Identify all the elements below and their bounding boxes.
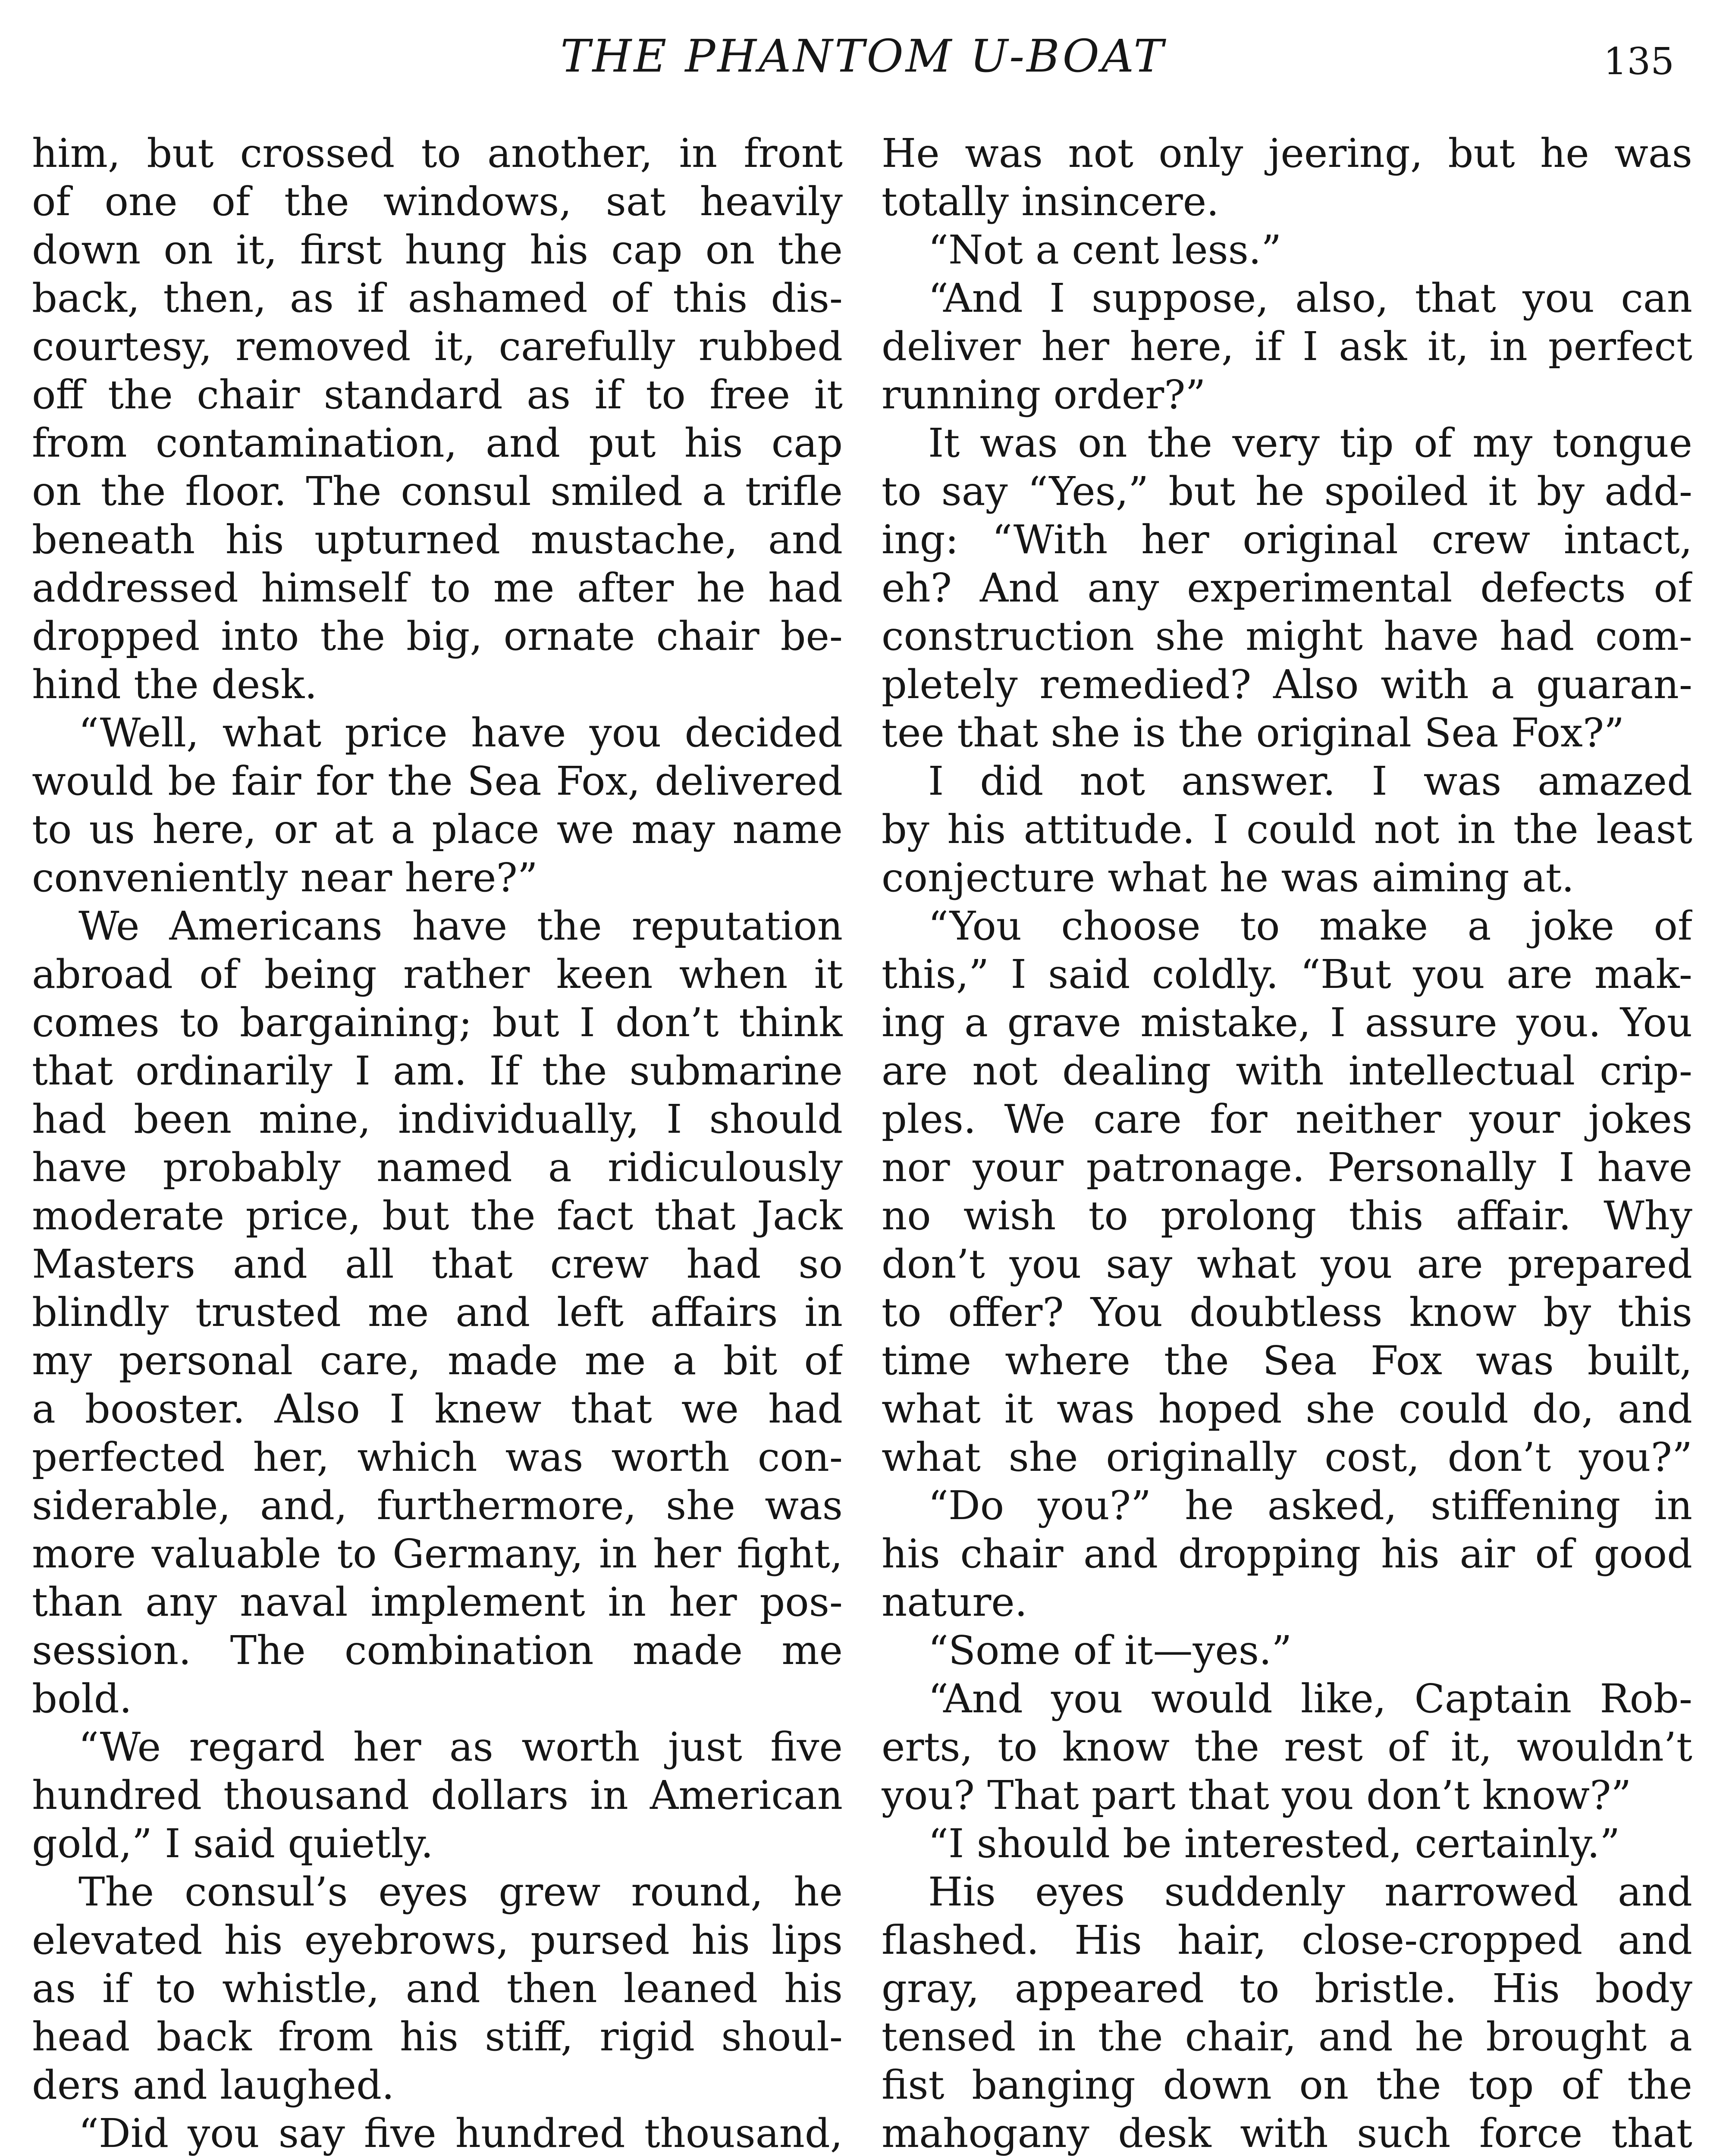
text-line: hundred thousand dollars in American bbox=[32, 1772, 843, 1818]
text-line: to us here, or at a place we may name bbox=[32, 806, 843, 852]
text-line: His eyes suddenly narrowed and bbox=[928, 1869, 1692, 1915]
right-column bbox=[882, 129, 1692, 2156]
text-line: eh? And any experimental defects of bbox=[882, 565, 1692, 611]
text-line: that ordinarily I am. If the submarine bbox=[32, 1048, 843, 1094]
text-line: to say “Yes,” but he spoiled it by add- bbox=[882, 468, 1692, 514]
text-line: tee that she is the original Sea Fox?” bbox=[882, 710, 1625, 756]
text-line: what she originally cost, don’t you?” bbox=[882, 1434, 1692, 1480]
text-line: “And you would like, Captain Rob- bbox=[928, 1676, 1692, 1722]
text-line: Masters and all that crew had so bbox=[32, 1241, 843, 1287]
text-line: had been mine, individually, I should bbox=[32, 1096, 843, 1142]
text-line: to offer? You doubtless know by this bbox=[882, 1289, 1692, 1335]
text-line: abroad of being rather keen when it bbox=[32, 951, 843, 997]
text-line: He was not only jeering, but he was bbox=[882, 130, 1692, 176]
text-line: tensed in the chair, and he brought a bbox=[882, 2014, 1692, 2060]
text-line: off the chair standard as if to free it bbox=[32, 372, 843, 418]
text-line: by his attitude. I could not in the least bbox=[882, 806, 1692, 852]
text-line: mahogany desk with such force that bbox=[882, 2110, 1692, 2156]
text-line: addressed himself to me after he had bbox=[32, 565, 843, 611]
text-line: deliver her here, if I ask it, in perfect bbox=[882, 323, 1692, 370]
text-line: would be fair for the Sea Fox, delivered bbox=[32, 758, 843, 804]
text-line: I did not answer. I was amazed bbox=[928, 758, 1692, 804]
text-line: his chair and dropping his air of good bbox=[882, 1531, 1692, 1577]
text-line: “Some of it—yes.” bbox=[928, 1627, 1292, 1673]
text-line: construction she might have had com- bbox=[882, 613, 1692, 659]
text-line: you? That part that you don’t know?” bbox=[882, 1772, 1632, 1818]
text-line: bold. bbox=[32, 1676, 132, 1722]
text-line: “I should be interested, certainly.” bbox=[928, 1821, 1620, 1867]
text-line: conveniently near here?” bbox=[32, 855, 538, 901]
text-line: pletely remedied? Also with a guaran- bbox=[882, 661, 1692, 708]
text-line: flashed. His hair, close-cropped and bbox=[882, 1917, 1692, 1963]
text-line: ples. We care for neither your jokes bbox=[882, 1096, 1692, 1142]
text-line: down on it, first hung his cap on the bbox=[32, 227, 843, 273]
text-line: moderate price, but the fact that Jack bbox=[32, 1193, 843, 1239]
text-line: ders and laughed. bbox=[32, 2062, 395, 2108]
text-line: head back from his stiff, rigid shoul- bbox=[32, 2014, 843, 2060]
text-line: ing: “With her original crew intact, bbox=[882, 517, 1692, 563]
text-line: nor your patronage. Personally I have bbox=[882, 1144, 1692, 1191]
text-line: back, then, as if ashamed of this dis- bbox=[32, 275, 843, 321]
text-line: on the floor. The consul smiled a trifle bbox=[32, 468, 843, 514]
text-line: blindly trusted me and left affairs in bbox=[32, 1289, 843, 1335]
text-line: “And I suppose, also, that you can bbox=[928, 275, 1692, 321]
left-column bbox=[32, 129, 843, 2156]
page-number: 135 bbox=[1603, 40, 1674, 83]
text-line: no wish to prolong this affair. Why bbox=[882, 1193, 1692, 1239]
text-line: elevated his eyebrows, pursed his lips bbox=[32, 1917, 843, 1963]
text-line: what it was hoped she could do, and bbox=[882, 1386, 1692, 1432]
text-line: more valuable to Germany, in her fight, bbox=[32, 1531, 843, 1577]
text-line: him, but crossed to another, in front bbox=[32, 130, 843, 176]
text-line: a booster. Also I knew that we had bbox=[32, 1386, 843, 1432]
text-line: hind the desk. bbox=[32, 661, 317, 708]
text-line: don’t you say what you are prepared bbox=[882, 1241, 1692, 1287]
text-line: have probably named a ridiculously bbox=[32, 1144, 843, 1191]
text-line: running order?” bbox=[882, 372, 1206, 418]
text-line: time where the Sea Fox was built, bbox=[882, 1338, 1692, 1384]
text-line: “We regard her as worth just five bbox=[78, 1724, 843, 1770]
text-line: comes to bargaining; but I don’t think bbox=[32, 1000, 843, 1046]
text-line: fist banging down on the top of the bbox=[882, 2062, 1692, 2108]
text-line: It was on the very tip of my tongue bbox=[928, 420, 1692, 466]
text-line: as if to whistle, and then leaned his bbox=[32, 1965, 843, 2012]
text-line: from contamination, and put his cap bbox=[32, 420, 843, 466]
text-line: siderable, and, furthermore, she was bbox=[32, 1482, 843, 1529]
text-line: gold,” I said quietly. bbox=[32, 1821, 433, 1867]
text-line: perfected her, which was worth con- bbox=[32, 1434, 843, 1480]
text-line: gray, appeared to bristle. His body bbox=[882, 1965, 1692, 2012]
text-line: erts, to know the rest of it, wouldn’t bbox=[882, 1724, 1692, 1770]
text-line: conjecture what he was aiming at. bbox=[882, 855, 1575, 901]
text-line: this,” I said coldly. “But you are mak- bbox=[882, 951, 1692, 997]
text-line: session. The combination made me bbox=[32, 1627, 843, 1673]
text-line: “You choose to make a joke of bbox=[928, 903, 1692, 949]
text-line: ing a grave mistake, I assure you. You bbox=[882, 1000, 1692, 1046]
text-line: We Americans have the reputation bbox=[78, 903, 843, 949]
text-line: than any naval implement in her pos- bbox=[32, 1579, 843, 1625]
text-line: my personal care, made me a bit of bbox=[32, 1338, 843, 1384]
text-line: of one of the windows, sat heavily bbox=[32, 179, 843, 225]
page-header bbox=[0, 17, 1726, 103]
running-title: THE PHANTOM U-BOAT bbox=[560, 30, 1166, 82]
text-line: are not dealing with intellectual crip- bbox=[882, 1048, 1692, 1094]
text-line: “Do you?” he asked, stiffening in bbox=[928, 1482, 1692, 1529]
text-line: nature. bbox=[882, 1579, 1027, 1625]
text-line: “Did you say five hundred thousand, bbox=[78, 2110, 843, 2156]
text-line: dropped into the big, ornate chair be- bbox=[32, 613, 843, 659]
text-line: totally insincere. bbox=[882, 179, 1219, 225]
text-line: The consul’s eyes grew round, he bbox=[78, 1869, 843, 1915]
text-line: “Well, what price have you decided bbox=[78, 710, 843, 756]
text-line: courtesy, removed it, carefully rubbed bbox=[32, 323, 843, 370]
text-line: “Not a cent less.” bbox=[928, 227, 1282, 273]
text-line: beneath his upturned mustache, and bbox=[32, 517, 843, 563]
